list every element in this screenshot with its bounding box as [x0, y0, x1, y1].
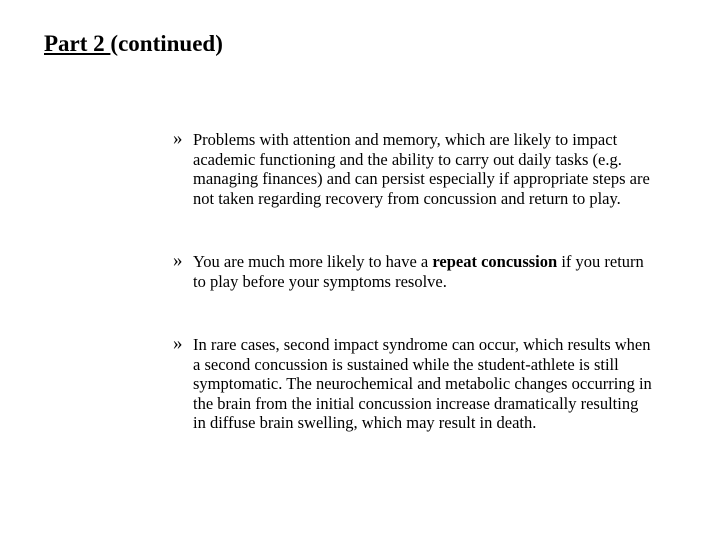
bullet-marker-icon: »: [173, 250, 183, 271]
slide-title: [44, 30, 223, 58]
bullet-text-after: if you return to play before your symptoms resolve.: [193, 252, 644, 291]
bullet-text: In rare cases, second impact syndrome can occur, which results when a second concussion is sustained while the student-athlete is still symptomatic. The neurochemical and metabolic changes occurring in the brain from the initial concussion increase dramatically resulting in diffuse brain swelling, which may result in death.: [193, 335, 652, 432]
bullet-text: Problems with attention and memory, which are likely to impact academic functioning and the ability to carry out daily tasks (e.g. managing finances) and can persist especially if appropriate steps are not taken regarding recovery from concussion and return to play.: [193, 130, 650, 208]
bullet-item-attention-memory: [173, 130, 653, 208]
bullet-item-second-impact: [173, 335, 653, 433]
slide-title-continued: (continued): [110, 31, 223, 56]
bullet-list: [173, 130, 653, 433]
bullet-text-before: You are much more likely to have a: [193, 252, 433, 271]
bullet-marker-icon: »: [173, 333, 183, 354]
slide-title-part: Part 2: [44, 31, 111, 56]
bullet-text-emphasis: repeat concussion: [432, 252, 558, 271]
bullet-item-repeat-concussion: [173, 252, 653, 291]
bullet-marker-icon: »: [173, 128, 183, 149]
